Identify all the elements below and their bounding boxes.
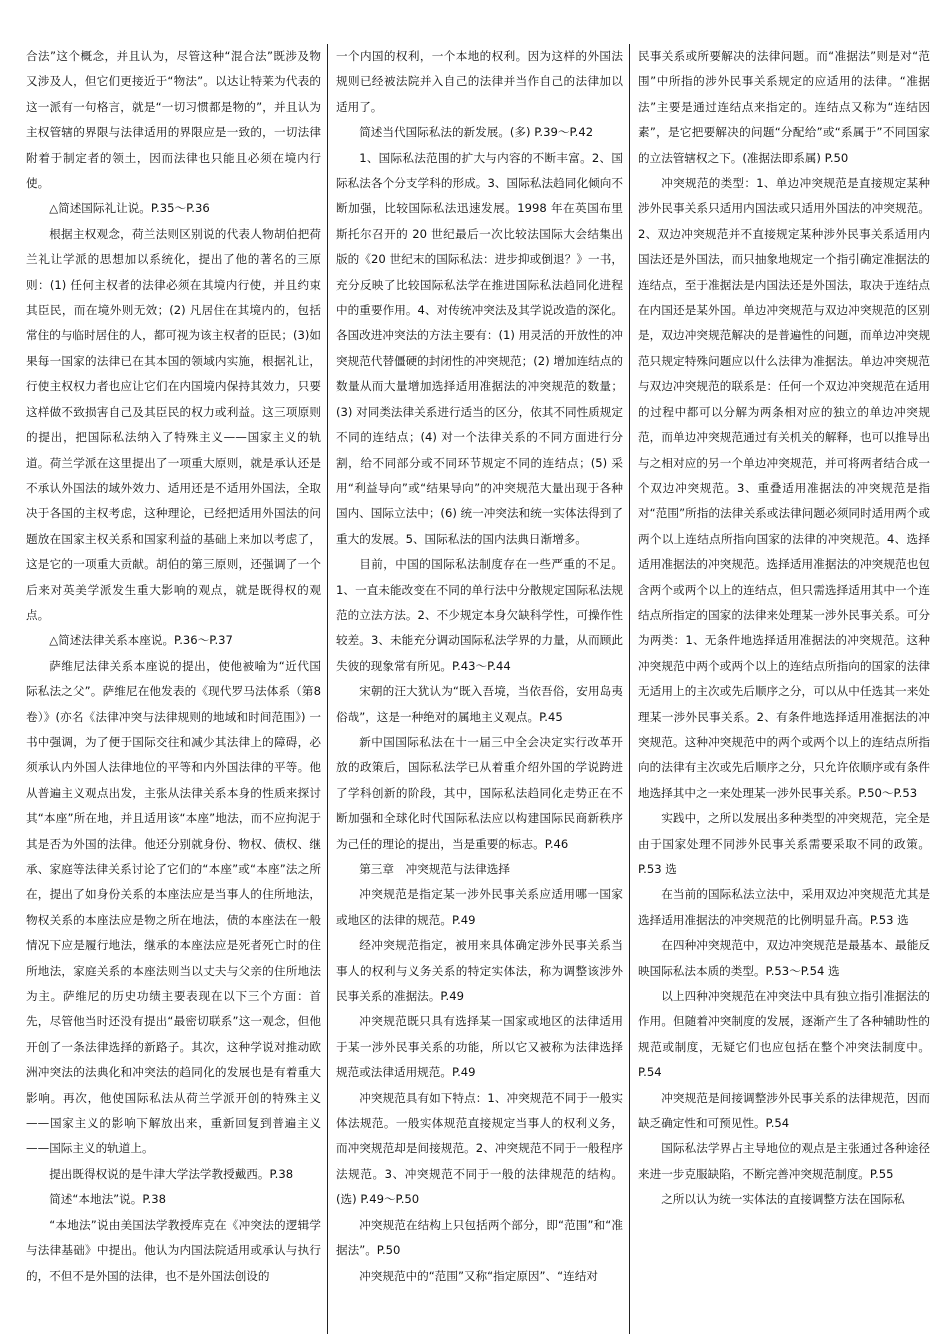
paragraph: 萨维尼法律关系本座说的提出，使他被喻为“近代国际私法之父”。萨维尼在他发表的《现代罗马法体系（第8卷）》(亦名《法律冲突与法律规则的地域和时间范围》) 一书中强调，为了便于国际交往和减少其法律上的障碍，必须承认内外国人法律地位的平等和内外国法律的平等。他从普遍主义观点出发，主张从法律关系本身的性质来探讨其“本座”所在地，并且适用该“本座”地法，而不应拘泥于其是否为外国的法律。他还分别就身份、物权、债权、继承、家庭等法律关系讨论了它们的“本座”或“本座”法之所在，提出了如身份关系的本座法应是当事人的住所地法，物权关系的本座法应是物之所在地法，债的本座法在一般情况下应是履行地法，继承的本座法应是死者死亡时的住所地法，家庭关系的本座法则当以丈夫与父亲的住所地法为主。萨维尼的历史功绩主要表现在以下三个方面：首先，尽管他当时还没有提出“最密切联系”这一观念，但他开创了一条法律选择的新路子。其次，这种学说对推动欧洲冲突法的法典化和冲突法的趋同化的发展也是有着重大影响。再次，他使国际私法从荷兰学派开创的特殊主义——国家主义的影响下解放出来，重新回复到普遍主义——国际主义的轨道上。 [26, 658, 321, 1156]
paragraph: 民事关系或所要解决的法律问题。而“准据法”则是对“范围”中所指的涉外民事关系规定的应适用的法律。“准据法”主要是通过连结点来指定的。连结点又称为“连结因素”，是它把要解决的问题“分配给”或“系属于”不同国家的立法管辖权之下。(准据法即系属) P.50 [638, 49, 930, 165]
paragraph: 冲突规范在结构上只包括两个部分，即“范围”和“准据法”。P.50 [336, 1217, 623, 1258]
paragraph: 一个内国的权利，一个本地的权利。因为这样的外国法规则已经被法院并入自己的法律并当作自己的法律加以适用了。 [336, 49, 623, 114]
paragraph: 冲突规范是指定某一涉外民事关系应适用哪一国家或地区的法律的规范。P.49 [336, 887, 623, 927]
text-column-3 [630, 44, 930, 1334]
paragraph: 经冲突规范指定，被用来具体确定涉外民事关系当事人的权利与义务关系的特定实体法，称为调整该涉外民事关系的准据法。P.49 [336, 938, 623, 1004]
paragraph: 提出既得权说的是牛津大学法学教授戴西。P.38 [49, 1166, 294, 1181]
paragraph: 冲突规范具有如下特点：1、冲突规范不同于一般实体法规范。一般实体规范直接规定当事人的权利义务，而冲突规范却是间接规范。2、冲突规范不同于一般程序法规范。3、冲突规范不同于一般的法律规范的结构。(选) P.49～P.50 [336, 1090, 623, 1207]
paragraph: 冲突规范中的“范围”又称“指定原因”、“连结对 [359, 1268, 598, 1283]
paragraph: △简述法律关系本座说。P.36～P.37 [49, 633, 233, 648]
paragraph: 新中国国际私法在十一届三中全会决定实行改革开放的政策后，国际私法学已从着重介绍外国的学说跨进了学科创新的阶段，其中，国际私法趋同化走势正在不断加强和全球化时代国际私法应以构建国际民商新秩序为己任的理论的提出，当是重要的标志。P.46 [336, 734, 623, 851]
chapter-heading: 第三章 冲突规范与法律选择 [359, 862, 510, 876]
paragraph: 目前，中国的国际私法制度存在一些严重的不足。1、一直未能改变在不同的单行法中分散规定国际私法规范的立法方法。2、不少规定本身欠缺科学性，可操作性较差。3、未能充分调动国际私法学界的力量，从而顾此失彼的现象常有所见。P.43～P.44 [336, 557, 623, 673]
text-column-1 [26, 44, 328, 1334]
paragraph: 根据主权观念，荷兰法则区别说的代表人物胡伯把荷兰礼让学派的思想加以系统化，提出了他的著名的三原则：(1) 任何主权者的法律必须在其境内行使，并且约束其臣民，而在境外则无效；(2) 凡居住在其境内的，包括常住的与临时居住的人，都可视为该主权者的臣民；(3)如果每一国家的法律已在其本国的领域内实施，根据礼让，行使主权权力者也应让它们在内国境内保持其效力，只要这样做不致损害自己及其臣民的权力或利益。这三项原则的提出，把国际私法纳入了特殊主义——国家主义的轨道。荷兰学派在这里提出了一项重大原则，就是承认还是不承认外国法的域外效力、适用还是不适用外国法，全取决于各国的主权考虑，这种理论，已经把适用外国法的问题放在国家主权关系和国家利益的基础上来加以考虑了，这是它的一项重大贡献。胡伯的第三原则，还强调了一个后来对英美学派发生重大影响的观点，就是既得权的观点。 [26, 226, 321, 622]
paragraph: 宋朝的汪大犹认为“既入吾境，当依吾俗，安用岛夷俗哉”，这是一种绝对的属地主义观点。P.45 [336, 684, 623, 724]
paragraph: 在四种冲突规范中，双边冲突规范是最基本、最能反映国际私法本质的类型。P.53～P.54 选 [638, 938, 930, 978]
paragraph: 1、国际私法范围的扩大与内容的不断丰富。2、国际私法各个分支学科的形成。3、国际私法趋同化倾向不断加强，比较国际私法迅速发展。1998 年在英国布里斯托尔召开的 20 世纪最后一次比较法国际大会结集出版的《20 世纪末的国际私法：进步抑或倒退？》一书，充分反映了比较国际私法学在推进国际私法趋同化进程中的重要作用。4、对传统冲突法及其学说改造的深化。各国改进冲突法的方法主要有：(1) 用灵活的开放性的冲突规范代替僵硬的封闭性的冲突规范；(2) 增加连结点的数量从而大量增加选择适用准据法的冲突规范的数量；(3) 对同类法律关系进行适当的区分，依其不同性质规定不同的连结点；(4) 对一个法律关系的不同方面进行分割，给不同部分或不同环节规定不同的连结点；(5) 采用“利益导向”或“结果导向”的冲突规范大量出现于各种国内、国际立法中；(6) 统一冲突法和统一实体法得到了重大的发展。5、国际私法的国内法典日渐增多。 [336, 150, 623, 546]
paragraph: 合法”这个概念，并且认为，尽管这种“混合法”既涉及物又涉及人，但它们更接近于“物法”。以达让特莱为代表的这一派有一句格言，就是“一切习惯都是物的”，并且认为主权管辖的界限与法律适用的界限应是一致的，一切法律附着于制定者的领土，因而法律也只能且必须在境内行使。 [26, 49, 321, 191]
paragraph: 在当前的国际私法立法中，采用双边冲突规范尤其是选择适用准据法的冲突规范的比例明显升高。P.53 选 [638, 887, 930, 927]
paragraph: 以上四种冲突规范在冲突法中具有独立指引准据法的作用。但随着冲突制度的发展，逐渐产生了各种辅助性的规范或制度，无疑它们也应包括在整个冲突法制度中。P.54 [638, 989, 930, 1080]
paragraph: 冲突规范的类型：1、单边冲突规范是直接规定某种涉外民事关系只适用内国法或只适用外国法的冲突规范。2、双边冲突规范并不直接规定某种涉外民事关系适用内国法还是外国法，而只抽象地规定一个指引确定准据法的连结点，至于准据法是内国法还是外国法，取决于连结点在内国还是某外国。单边冲突规范与双边冲突规范的区别是，双边冲突规范解决的是普遍性的问题，而单边冲突规范只规定特殊问题应以什么法律为准据法。单边冲突规范与双边冲突规范的联系是：任何一个双边冲突规范在适用的过程中都可以分解为两条相对应的独立的单边冲突规范，而单边冲突规范通过有关机关的解释，也可以推导出与之相对应的另一个单边冲突规范，并可将两者结合成一个双边冲突规范。3、重叠适用准据法的冲突规范是指对“范围”所指的法律关系或法律问题必须同时适用两个或两个以上连结点所指向国家的法律的冲突规范。4、选择适用准据法的冲突规范。选择适用准据法的冲突规范也包含两个或两个以上的连结点，但只需选择适用其中一个连结点所指定的国家的法律来处理某一涉外民事关系。可分为两类：1、无条件地选择适用准据法的冲突规范。这种冲突规范中两个或两个以上的连结点所指向的国家的法律无适用上的主次或先后顺序之分，可以从中任选其一来处理某一涉外民事关系。2、有条件地选择适用准据法的冲突规范。这种冲突规范中的两个或两个以上的连结点所指向的法律有主次或先后顺序之分，只允许依顺序或有条件地选择其中之一来处理某一涉外民事关系。P.50～P.53 [638, 176, 930, 800]
paragraph: 简述当代国际私法的新发展。(多) P.39～P.42 [359, 125, 594, 140]
paragraph: 冲突规范既只具有选择某一国家或地区的法律适用于某一涉外民事关系的功能，所以它又被称为法律选择规范或法律适用规范。P.49 [336, 1014, 623, 1080]
paragraph: △简述国际礼让说。P.35～P.36 [49, 201, 210, 216]
paragraph: 之所以认为统一实体法的直接调整方法在国际私 [661, 1192, 905, 1207]
paragraph: 国际私法学界占主导地位的观点是主张通过各种途径来进一步克服缺陷，不断完善冲突规范制度。P.55 [638, 1141, 930, 1181]
paragraph: 冲突规范是间接调整涉外民事关系的法律规范，因而缺乏确定性和可预见性。P.54 [638, 1090, 930, 1131]
document-page [26, 44, 930, 1334]
paragraph: 实践中，之所以发展出多种类型的冲突规范，完全是由于国家处理不同涉外民事关系需要采取不同的政策。P.53 选 [638, 811, 930, 876]
paragraph: 简述“本地法”说。P.38 [49, 1192, 166, 1207]
text-column-2 [328, 44, 630, 1334]
paragraph: “本地法”说由美国法学教授库克在《冲突法的逻辑学与法律基础》中提出。他认为内国法院适用或承认与执行的，不但不是外国的法律，也不是外国法创设的 [26, 1217, 321, 1283]
